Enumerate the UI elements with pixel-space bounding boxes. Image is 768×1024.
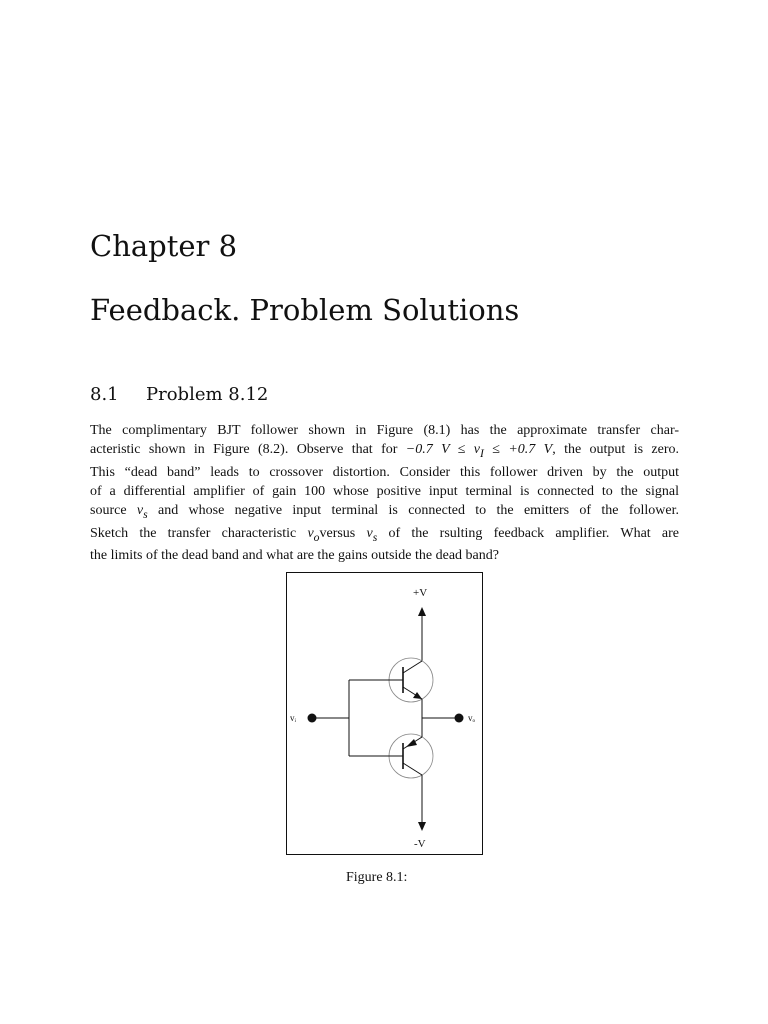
- section-heading: [90, 382, 268, 408]
- npn-collector: [403, 661, 422, 673]
- paragraph-line: of a differential amplifier of gain 100 whose positive input terminal is connected to the signal: [90, 483, 679, 499]
- circuit-diagram: [287, 573, 484, 856]
- problem-statement: [90, 421, 679, 565]
- vplus-arrow: [418, 607, 426, 616]
- npn-emitter-arrow: [413, 692, 422, 699]
- paragraph-line: acteristic shown in Figure (8.2). Observe that for −0.7 $V \le v_I \le +0.7$ V, the output is zero.: [90, 442, 679, 460]
- vo-label: vₒ: [468, 713, 476, 723]
- section-title: Problem 8.12: [146, 384, 269, 405]
- chapter-label: Chapter 8: [90, 229, 238, 263]
- figure-caption: Figure 8.1:: [346, 870, 408, 885]
- pnp-emitter-arrow: [406, 739, 417, 747]
- vi-label: vᵢ: [290, 713, 296, 723]
- pnp-collector: [403, 763, 422, 775]
- section-number: 8.1: [90, 384, 119, 405]
- vminus-label: -V: [414, 838, 426, 850]
- paragraph-line: The complimentary BJT follower shown in Figure (8.1) has the approximate transfer char-: [90, 423, 679, 438]
- input-node: [308, 714, 317, 723]
- vminus-arrow: [418, 822, 426, 831]
- paragraph-line: source $v_s$ and whose negative input terminal is connected to the emitters of the follower.: [90, 502, 679, 521]
- output-node: [455, 714, 464, 723]
- paragraph-line: This “dead band” leads to crossover distortion. Consider this follower driven by the output: [90, 464, 679, 480]
- chapter-title: Feedback. Problem Solutions: [90, 293, 520, 327]
- circuit-figure: [286, 572, 483, 855]
- paragraph-line: Sketch the transfer characteristic $v_oversus$ $v_s$ of the rsulting feedback amplifier. What are: [90, 525, 679, 544]
- paragraph-line: the limits of the dead band and what are the gains outside the dead band?: [90, 548, 499, 564]
- vplus-label: +V: [413, 587, 428, 599]
